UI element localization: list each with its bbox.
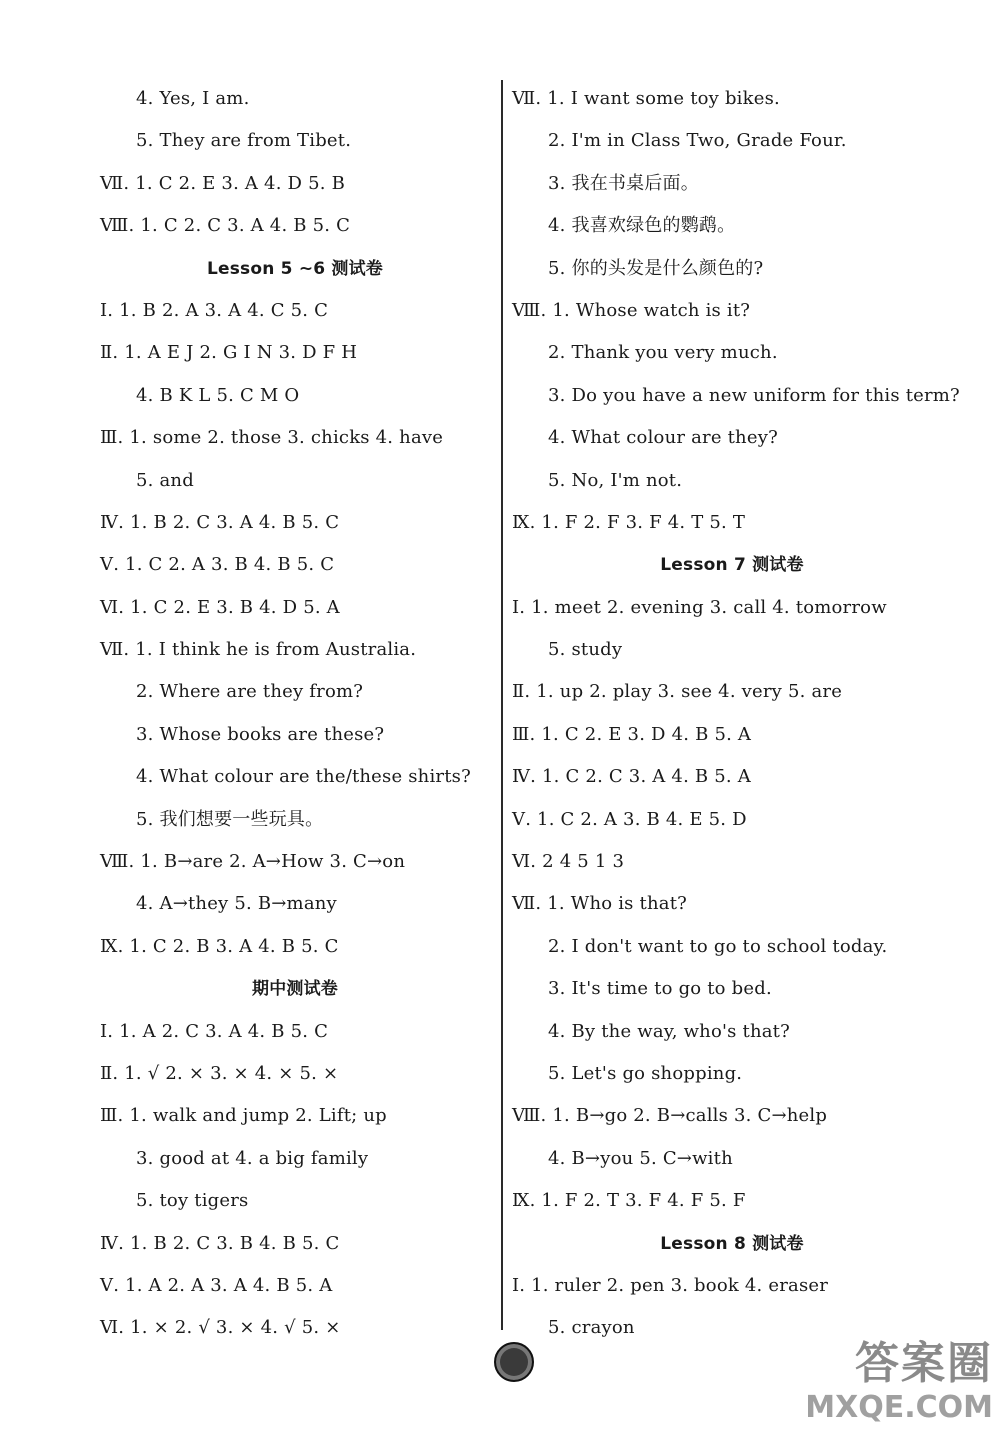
answer-subline: 3. It's time to go to bed. bbox=[548, 978, 772, 1000]
answer-line: Ⅰ. 1. A 2. C 3. A 4. B 5. C bbox=[100, 1020, 329, 1042]
answer-line: Ⅱ. 1. √ 2. × 3. × 4. × 5. × bbox=[100, 1062, 339, 1084]
answer-line: Ⅸ. 1. F 2. T 3. F 4. F 5. F bbox=[512, 1190, 746, 1212]
answer-subline: 4. By the way, who's that? bbox=[548, 1020, 790, 1042]
answer-subline: 5. study bbox=[548, 639, 623, 661]
answer-subline: 4. 我喜欢绿色的鹦鹉。 bbox=[548, 215, 736, 237]
answer-line: Ⅵ. 2 4 5 1 3 bbox=[512, 851, 625, 873]
answer-line: Ⅳ. 1. B 2. C 3. A 4. B 5. C bbox=[100, 511, 340, 533]
answer-line: Ⅵ. 1. C 2. E 3. B 4. D 5. A bbox=[100, 596, 340, 618]
answer-subline: 4. What colour are they? bbox=[548, 427, 778, 449]
answer-subline: 5. and bbox=[136, 469, 194, 491]
answer-subline: 5. toy tigers bbox=[136, 1190, 249, 1212]
answer-line: Ⅴ. 1. A 2. A 3. A 4. B 5. A bbox=[100, 1274, 333, 1296]
watermark-url: MXQE.COM bbox=[805, 1390, 993, 1425]
answer-subline: 2. Where are they from? bbox=[136, 681, 364, 703]
answer-subline: 5. 我们想要一些玩具。 bbox=[136, 808, 324, 830]
column-divider bbox=[501, 80, 503, 1330]
left-column bbox=[100, 78, 490, 1350]
answer-line: Ⅷ. 1. C 2. C 3. A 4. B 5. C bbox=[100, 215, 351, 237]
answer-line: Ⅷ. 1. B→are 2. A→How 3. C→on bbox=[100, 851, 406, 873]
answer-line: Ⅲ. 1. C 2. E 3. D 4. B 5. A bbox=[512, 723, 752, 745]
answer-line: Ⅵ. 1. × 2. √ 3. × 4. √ 5. × bbox=[100, 1317, 341, 1339]
answer-line: Ⅶ. 1. I think he is from Australia. bbox=[100, 639, 417, 661]
answer-line: Ⅴ. 1. C 2. A 3. B 4. E 5. D bbox=[512, 808, 747, 830]
answer-line: Ⅶ. 1. Who is that? bbox=[512, 893, 687, 915]
watermark-logo bbox=[768, 1338, 993, 1434]
answer-subline: 4. B K L 5. C M O bbox=[136, 384, 300, 406]
answer-line: Ⅷ. 1. B→go 2. B→calls 3. C→help bbox=[512, 1105, 828, 1127]
answer-subline: 4. What colour are the/these shirts? bbox=[136, 766, 471, 788]
answer-line: Ⅰ. 1. B 2. A 3. A 4. C 5. C bbox=[100, 299, 329, 321]
answer-line: Ⅱ. 1. up 2. play 3. see 4. very 5. are bbox=[512, 681, 843, 703]
answer-line: Ⅰ. 1. meet 2. evening 3. call 4. tomorrow bbox=[512, 596, 887, 618]
answer-line: Ⅳ. 1. C 2. C 3. A 4. B 5. A bbox=[512, 766, 751, 788]
answer-subline: 5. crayon bbox=[548, 1317, 635, 1339]
answer-subline: 5. Let's go shopping. bbox=[548, 1062, 743, 1084]
section-heading: Lesson 8 测试卷 bbox=[660, 1233, 804, 1254]
answer-subline: 2. I'm in Class Two, Grade Four. bbox=[548, 130, 847, 152]
section-heading: 期中测试卷 bbox=[252, 979, 338, 1000]
answer-line: Ⅷ. 1. Whose watch is it? bbox=[512, 299, 751, 321]
answer-line: Ⅳ. 1. B 2. C 3. B 4. B 5. C bbox=[100, 1232, 340, 1254]
section-heading: Lesson 5 ~6 测试卷 bbox=[206, 258, 384, 279]
answer-line: Ⅶ. 1. C 2. E 3. A 4. D 5. B bbox=[100, 172, 346, 194]
page-number-badge bbox=[494, 1342, 534, 1382]
answer-subline: 2. Thank you very much. bbox=[548, 342, 778, 364]
answer-line: Ⅶ. 1. I want some toy bikes. bbox=[512, 88, 780, 109]
watermark-title: 答案圈 bbox=[855, 1338, 993, 1389]
answer-subline: 4. B→you 5. C→with bbox=[548, 1147, 733, 1169]
answer-subline: 4. Yes, I am. bbox=[136, 88, 250, 109]
answer-line: Ⅴ. 1. C 2. A 3. B 4. B 5. C bbox=[100, 554, 335, 576]
answer-line: Ⅲ. 1. some 2. those 3. chicks 4. have bbox=[100, 427, 444, 449]
answer-subline: 3. good at 4. a big family bbox=[136, 1147, 369, 1169]
answer-subline: 5. No, I'm not. bbox=[548, 469, 683, 491]
answer-line: Ⅸ. 1. C 2. B 3. A 4. B 5. C bbox=[100, 935, 339, 957]
answer-subline: 5. They are from Tibet. bbox=[136, 130, 352, 152]
answer-line: Ⅰ. 1. ruler 2. pen 3. book 4. eraser bbox=[512, 1274, 829, 1296]
section-heading: Lesson 7 测试卷 bbox=[660, 555, 804, 576]
answer-line: Ⅲ. 1. walk and jump 2. Lift; up bbox=[100, 1105, 387, 1127]
answer-subline: 5. 你的头发是什么颜色的? bbox=[548, 257, 764, 279]
answer-subline: 4. A→they 5. B→many bbox=[136, 893, 337, 915]
answer-subline: 3. Whose books are these? bbox=[136, 723, 385, 745]
answer-line: Ⅱ. 1. A E J 2. G I N 3. D F H bbox=[100, 342, 358, 364]
answer-subline: 3. Do you have a new uniform for this term? bbox=[548, 384, 960, 406]
right-column bbox=[512, 78, 960, 1350]
answer-subline: 2. I don't want to go to school today. bbox=[548, 935, 888, 957]
answer-subline: 3. 我在书桌后面。 bbox=[548, 172, 699, 194]
answer-line: Ⅸ. 1. F 2. F 3. F 4. T 5. T bbox=[512, 511, 746, 533]
